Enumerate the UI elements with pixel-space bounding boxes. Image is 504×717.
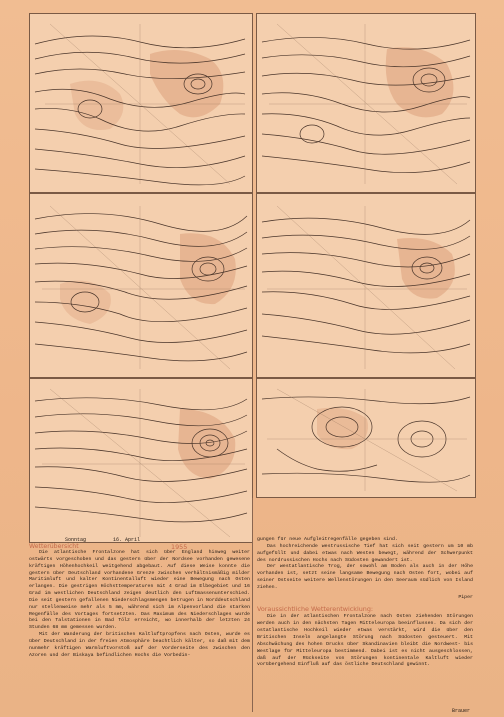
paragraph: Die atlantische Frontalzone hat sich über England hinweg weiter ostwärts vorgeschoben und das gestern über der Nordsee vorhanden gewesene kräftigen Höhenhochkeil weitgehend abgebaut. Auf diese Weise konnte die gestern über Deutschland vorhandene Grenze zwischen verhältnismäßig milder Maritimluft und kalter Kontinentalluft wieder eine Bewegung nach Osten erlangen. Die gestrigen Höchsttemperaturen mit 4 Grad im Elbegebiet und 16 Grad im westlichen Deutschland zeigen deutlich den Luftmassenunterschied. Die seit gestern gefallenen Niederschlagsmengen betrugen in Norddeutschland nur stellenweise mehr als 5 mm, während sich im Alpenvorland die starken Regenfälle des Vortages fortsetzten. Das Maximum des Niederschlages wurde bei den Talstationen in Bad Tölz erreicht, wo innerhalb der letzten 24 Stunden 68 mm gemessen wurden. [29,550,250,631]
paragraph: Das hochreichende westrussische Tief hat sich seit gestern um 10 mb aufgefüllt und dabei etwas nach Westen bewegt, während der Schwerpunkt des nordrussischen Hochs nach Südosten gewandert ist. [257,543,473,563]
column-divider [252,498,253,712]
map-700mb [256,13,476,193]
map-24h-change [256,378,476,498]
map-850mb [29,13,253,193]
paragraph: gungen für neue Aufgleitregenfälle gegeben sind. [257,537,398,542]
map-300mb [29,193,253,378]
signature-brauer: Brauer [452,708,471,714]
forecast-title: Voraussichtliche Wetterentwicklung: [257,604,374,613]
contour-map-24h-change [257,379,475,497]
contour-map-700mb [257,14,475,192]
paragraph: Der westatlantische Trog, der sowohl am Boden als auch in der Höhe vorhanden ist, setzt seine langsame Bewegung nach Osten fort, wobei auf seiner Ostseite weitere Wellenstörungen in den Seeraum südlich von Island ziehen. [257,564,473,590]
left-column-text [29,550,250,710]
contour-map-100mb [30,379,252,542]
signature-piper: Piper [458,594,473,600]
paragraph: Mit der Wanderung der britischen Kaltluftpropfens nach Osten, wurde es über Deutschland in der freien Atmosphäre beachtlich kälter, so daß mit dem nunmehr kräftigen Warmluftvorstoß auf der Vorderseite des zwischen den Azoren und der Biskaya befindlichen Hochs die Vorbedin- [29,632,250,658]
right-column-text [257,537,473,713]
year: 1955 [171,543,188,551]
map-200mb [256,193,476,378]
day-heading: Sonntag 16. April [65,537,141,543]
paragraph: Die in der atlantischen Frontalzone nach Osten ziehenden Störungen werden auch in den nächsten Tagen Mitteleuropa beeinflussen. Da sich der ostatlantische Hochkeil wieder etwas verstärkt, wird die über den Britischen Inseln angelangte Störung nach Südosten gesteuert. Mit Abschwächung des hohen Drucks über Skandinavien bleibt die Nordwest- bis Westlage für Mitteleuropa bestimmend. Dabei ist es nicht ausgeschlossen, daß auf der Rückseite von Störungen kontinentale Kaltluft wieder vorübergehend Einfluß auf das östliche Deutschland gewinnt. [257,614,473,668]
contour-map-850mb [30,14,252,192]
contour-map-300mb [30,194,252,377]
contour-map-200mb [257,194,475,377]
section-title-wetterubersicht: Wetterübersicht [29,543,79,550]
map-100mb [29,378,253,543]
